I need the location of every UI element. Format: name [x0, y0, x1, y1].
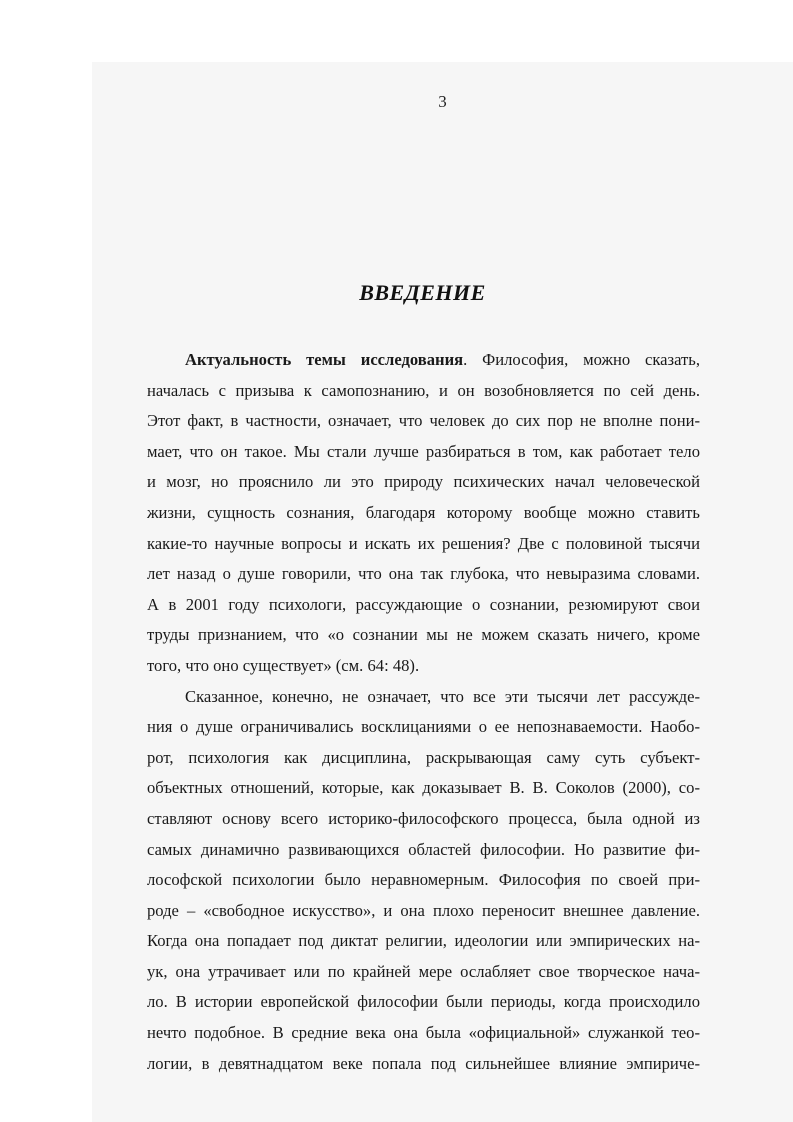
paragraph-1-line: началась с призыва к самопознанию, и он возобновляется по сей день. [147, 380, 700, 400]
paragraph-2-line: Сказанное, конечно, не означает, что все эти тысячи лет рассужде- [185, 686, 700, 706]
paragraph-1-lead-rest: . Философия, можно сказать, [463, 350, 700, 369]
paragraph-1-line: того, что оно существует» (см. 64: 48). [147, 655, 420, 675]
paragraph-2-line: самых динамично развивающихся областей философии. Но развитие фи- [147, 839, 700, 859]
paragraph-2-line: объектных отношений, которые, как доказывает В. В. Соколов (2000), со- [147, 778, 700, 798]
paragraph-2-line: ставляют основу всего историко-философского процесса, была одной из [147, 808, 700, 828]
paragraph-2-line: ук, она утрачивает или по крайней мере ослабляет свое творческое нача- [147, 961, 700, 981]
paragraph-2-line: лософской психологии было неравномерным. Философия по своей при- [147, 870, 700, 890]
paragraph-1-line [147, 345, 700, 376]
page-number: 3 [438, 92, 447, 111]
paragraph-1-line: труды признанием, что «о сознании мы не можем сказать ничего, кроме [147, 625, 700, 645]
paragraph-1-line: какие-то научные вопросы и искать их решения? Две с половиной тысячи [147, 533, 700, 553]
paragraph-2-line: рот, психология как дисциплина, раскрывающая саму суть субъект- [147, 747, 700, 767]
paragraph-1-line: жизни, сущность сознания, благодаря которому вообще можно ставить [147, 502, 700, 522]
body-text [147, 345, 700, 1079]
paragraph-2-line: ния о душе ограничивались восклицаниями о ее непознаваемости. Наобо- [147, 717, 700, 737]
paragraph-1-line: Этот факт, в частности, означает, что человек до сих пор не вполне пони- [147, 411, 700, 431]
paragraph-1-line: мает, что он такое. Мы стали лучше разбираться в том, как работает тело [147, 441, 700, 461]
paragraph-2-line: ло. В истории европейской философии были периоды, когда происходило [147, 992, 700, 1012]
paragraph-1-line: и мозг, но прояснило ли это природу психических начал человеческой [147, 472, 700, 492]
paragraph-1-lead: Актуальность темы исследования [185, 350, 464, 369]
paragraph-2-line: роде – «свободное искусство», и она плохо переносит внешнее давление. [147, 900, 700, 920]
paragraph-1-line: А в 2001 году психологи, рассуждающие о сознании, резюмируют свои [147, 594, 700, 614]
paragraph-1-line: лет назад о душе говорили, что она так глубока, что невыразима словами. [147, 564, 700, 584]
paragraph-2-line: нечто подобное. В средние века она была «официальной» служанкой тео- [147, 1023, 700, 1043]
paragraph-2-line: логии, в девятнадцатом веке попала под сильнейшее влияние эмпириче- [147, 1053, 700, 1073]
chapter-title: ВВЕДЕНИЕ [359, 280, 486, 305]
paragraph-2-line: Когда она попадает под диктат религии, идеологии или эмпирических на- [147, 931, 700, 951]
